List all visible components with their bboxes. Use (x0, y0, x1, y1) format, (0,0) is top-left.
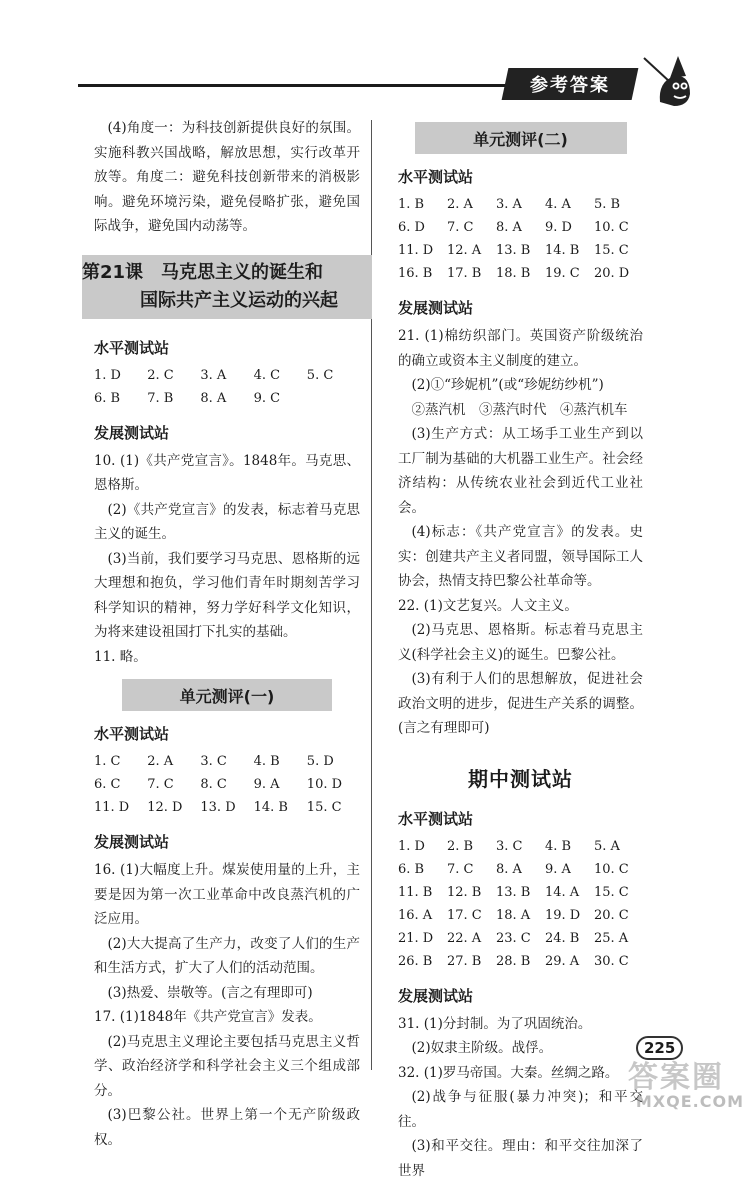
answer-item: 12. D (147, 800, 183, 815)
answer-item: 2. A (447, 197, 473, 212)
answer-item: 19. D (545, 907, 581, 923)
answer-item: 9. C (253, 390, 281, 406)
answer-paragraph: (3)和平交往。理由：和平交往加深了世界 (398, 1138, 643, 1179)
lesson-21-banner (82, 255, 372, 319)
answer-item: 22. A (447, 930, 482, 946)
answer-item: 4. B (545, 838, 572, 854)
unit1-answer-grid (94, 750, 360, 819)
answer-paragraph: (2)马克思主义理论主要包括马克思主义哲学、政治经济学和科学社会主义三个组成部分。 (94, 1033, 360, 1099)
unit1-level-heading: 水平测试站 (94, 725, 170, 743)
answer-item: 8. A (496, 861, 522, 877)
answer-item: 6. D (398, 220, 425, 235)
answer-item: 13. B (496, 243, 531, 258)
watermark (628, 1052, 744, 1112)
answer-item: 7. C (447, 861, 474, 877)
answer-item: 20. D (594, 266, 630, 281)
answer-item: 12. B (447, 884, 482, 900)
answer-paragraph: (3)巴黎公社。世界上第一个无产阶级政权。 (94, 1107, 360, 1148)
answer-item: 3. C (496, 838, 523, 854)
answer-item: 15. C (306, 800, 342, 815)
answer-item: 9. A (545, 861, 571, 877)
answer-item: 1. D (398, 838, 425, 854)
lesson-title-line2: 国际共产主义运动的兴起 (140, 289, 338, 311)
answer-item: 14. A (545, 884, 580, 900)
answer-item: 1. D (94, 367, 121, 383)
answer-item: 10. C (594, 220, 629, 235)
answer-paragraph: ②蒸汽机 ③蒸汽时代 ④蒸汽机车 (411, 401, 628, 418)
answer-item: 10. C (594, 861, 629, 877)
answer-item: 9. A (253, 777, 280, 792)
answer-item: 18. A (496, 907, 531, 923)
answer-item: 8. C (200, 777, 227, 792)
unit2-answer-grid (398, 193, 643, 285)
unit2-dev-heading: 发展测试站 (398, 299, 474, 317)
lesson-title-line1: 第21课 马克思主义的诞生和 (82, 261, 324, 283)
answer-item: 9. D (545, 220, 572, 235)
answer-item: 6. B (94, 390, 121, 406)
answer-paragraph: 22. (1)文艺复兴。人文主义。 (398, 597, 578, 614)
answer-item: 3. A (496, 197, 522, 212)
answer-item: 8. A (496, 220, 522, 235)
answer-item: 4. A (545, 197, 571, 212)
watermark-bottom: MXQE.COM (635, 1092, 744, 1111)
answer-paragraph: 32. (1)罗马帝国。大秦。丝绸之路。 (398, 1064, 619, 1081)
unit2-level-heading: 水平测试站 (398, 168, 474, 186)
answer-item: 11. B (398, 884, 433, 900)
midterm-answer-grid (398, 835, 643, 973)
answer-paragraph: (3)当前，我们要学习马克思、恩格斯的远大理想和抱负，学习他们青年时期刻苦学习科学知识的精神，努力学好科学文化知识，为将来建设祖国打下扎实的基础。 (94, 550, 360, 640)
answer-item: 14. B (253, 800, 288, 815)
answer-paragraph: 11. 略。 (94, 648, 147, 665)
answer-paragraph: 16. (1)大幅度上升。煤炭使用量的上升，主要是因为第一次工业革命中改良蒸汽机的广泛应用。 (94, 862, 360, 927)
answer-paragraph: 10. (1)《共产党宣言》。1848年。马克思、恩格斯。 (94, 452, 360, 493)
answer-item: 10. D (306, 777, 343, 792)
unit2-banner: 单元测评(二) (415, 122, 627, 154)
answer-item: 13. D (200, 800, 236, 815)
answer-paragraph: (3)生产方式：从工场手工业生产到以工厂制为基础的大机器工业生产。社会经济结构：从传统农业社会到近代工业社会。 (398, 426, 643, 516)
answer-item: 16. A (398, 907, 433, 923)
answer-paragraph: 21. (1)棉纺织部门。英国资产阶级统治的确立或资本主义制度的建立。 (398, 328, 643, 369)
unit1-dev-heading: 发展测试站 (94, 833, 170, 851)
answer-item: 8. A (200, 390, 227, 406)
answer-item: 17. B (447, 266, 482, 281)
answer-item: 21. D (398, 930, 434, 946)
page-number: 225 (636, 1036, 683, 1060)
answer-item: 19. C (545, 266, 580, 281)
answer-paragraph: (3)热爱、崇敬等。(言之有理即可) (107, 984, 313, 1001)
answer-item: 2. B (447, 838, 474, 854)
answer-item: 15. C (594, 243, 629, 258)
answer-item: 13. B (496, 884, 531, 900)
answer-item: 30. C (594, 953, 629, 969)
unit1-banner: 单元测评(一) (122, 679, 332, 711)
midterm-level-heading: 水平测试站 (398, 809, 474, 828)
answer-item: 3. A (200, 367, 227, 383)
watermark-top: 答案圈 (628, 1060, 724, 1095)
answer-item: 1. B (398, 197, 425, 212)
answer-paragraph: (2)战争与征服(暴力冲突)；和平交往。 (398, 1089, 643, 1130)
answer-item: 28. B (496, 953, 531, 969)
answer-paragraph: (2)①“珍妮机”(或“珍妮纺纱机”) (411, 377, 604, 393)
answer-paragraph: 31. (1)分封制。为了巩固统治。 (398, 1015, 592, 1032)
answer-item: 18. B (496, 266, 531, 281)
lesson21-dev-heading: 发展测试站 (94, 423, 170, 442)
answer-item: 16. B (398, 266, 433, 281)
answer-item: 27. B (447, 953, 482, 969)
left-column (82, 116, 360, 1152)
answer-item: 24. B (545, 930, 580, 946)
intro-paragraph: (4)角度一：为科技创新提供良好的氛围。实施科教兴国战略，解放思想，实行改革开放等。角度二：避免科技创新带来的消极影响。避免环境污染，避免侵略扩张，避免国际战争，避免国内动荡等。 (94, 120, 360, 234)
answer-item: 7. C (147, 777, 174, 792)
answer-item: 5. A (594, 838, 620, 854)
answer-item: 3. C (200, 754, 227, 769)
answer-item: 1. C (94, 754, 121, 769)
answer-item: 15. C (594, 884, 629, 900)
answer-item: 12. A (447, 243, 482, 258)
answer-paragraph: (4)标志：《共产党宣言》的发表。史实：创建共产主义者同盟，领导国际工人协会，热情支持巴黎公社革命等。 (398, 524, 643, 589)
answer-item: 11. D (398, 243, 434, 258)
midterm-dev-heading: 发展测试站 (398, 986, 474, 1005)
answer-item: 7. B (147, 390, 174, 406)
answer-item: 6. B (398, 861, 425, 877)
answer-item: 5. C (306, 367, 334, 383)
answer-item: 5. D (306, 754, 334, 769)
answer-item: 25. A (594, 930, 629, 946)
answer-item: 2. C (147, 367, 174, 383)
answer-item: 23. C (496, 930, 531, 946)
header-tab-label: 参考答案 (530, 75, 610, 96)
answer-item: 20. C (594, 907, 629, 923)
answer-paragraph: (3)有利于人们的思想解放，促进社会政治文明的进步，促进生产关系的调整。(言之有理即可) (398, 671, 643, 736)
answer-paragraph: 17. (1)1848年《共产党宣言》发表。 (94, 1009, 322, 1025)
answer-item: 11. D (94, 800, 130, 815)
header-rule (78, 84, 510, 87)
right-column (398, 116, 643, 1183)
answer-paragraph: (2)奴隶主阶级。战俘。 (411, 1040, 553, 1056)
lesson21-level-heading: 水平测试站 (94, 338, 170, 357)
mascot-icon (640, 52, 698, 108)
answer-paragraph: (2)大大提高了生产力，改变了人们的生产和生活方式，扩大了人们的活动范围。 (94, 935, 360, 976)
answer-item: 14. B (545, 243, 580, 258)
answer-paragraph: (2)《共产党宣言》的发表，标志着马克思主义的诞生。 (94, 501, 360, 542)
answer-paragraph: (2)马克思、恩格斯。标志着马克思主义(科学社会主义)的诞生。巴黎公社。 (398, 622, 643, 663)
answer-item: 29. A (545, 953, 580, 969)
answer-item: 7. C (447, 220, 474, 235)
answer-item: 6. C (94, 777, 121, 792)
answer-item: 5. B (594, 197, 621, 212)
answer-item: 4. B (253, 754, 280, 769)
answer-item: 4. C (253, 367, 281, 383)
answer-item: 2. A (147, 754, 174, 769)
midterm-title: 期中测试站 (468, 766, 573, 791)
answer-item: 17. C (447, 907, 482, 923)
lesson21-answer-grid (94, 364, 360, 410)
header-tab (502, 68, 639, 100)
answer-item: 26. B (398, 953, 433, 969)
